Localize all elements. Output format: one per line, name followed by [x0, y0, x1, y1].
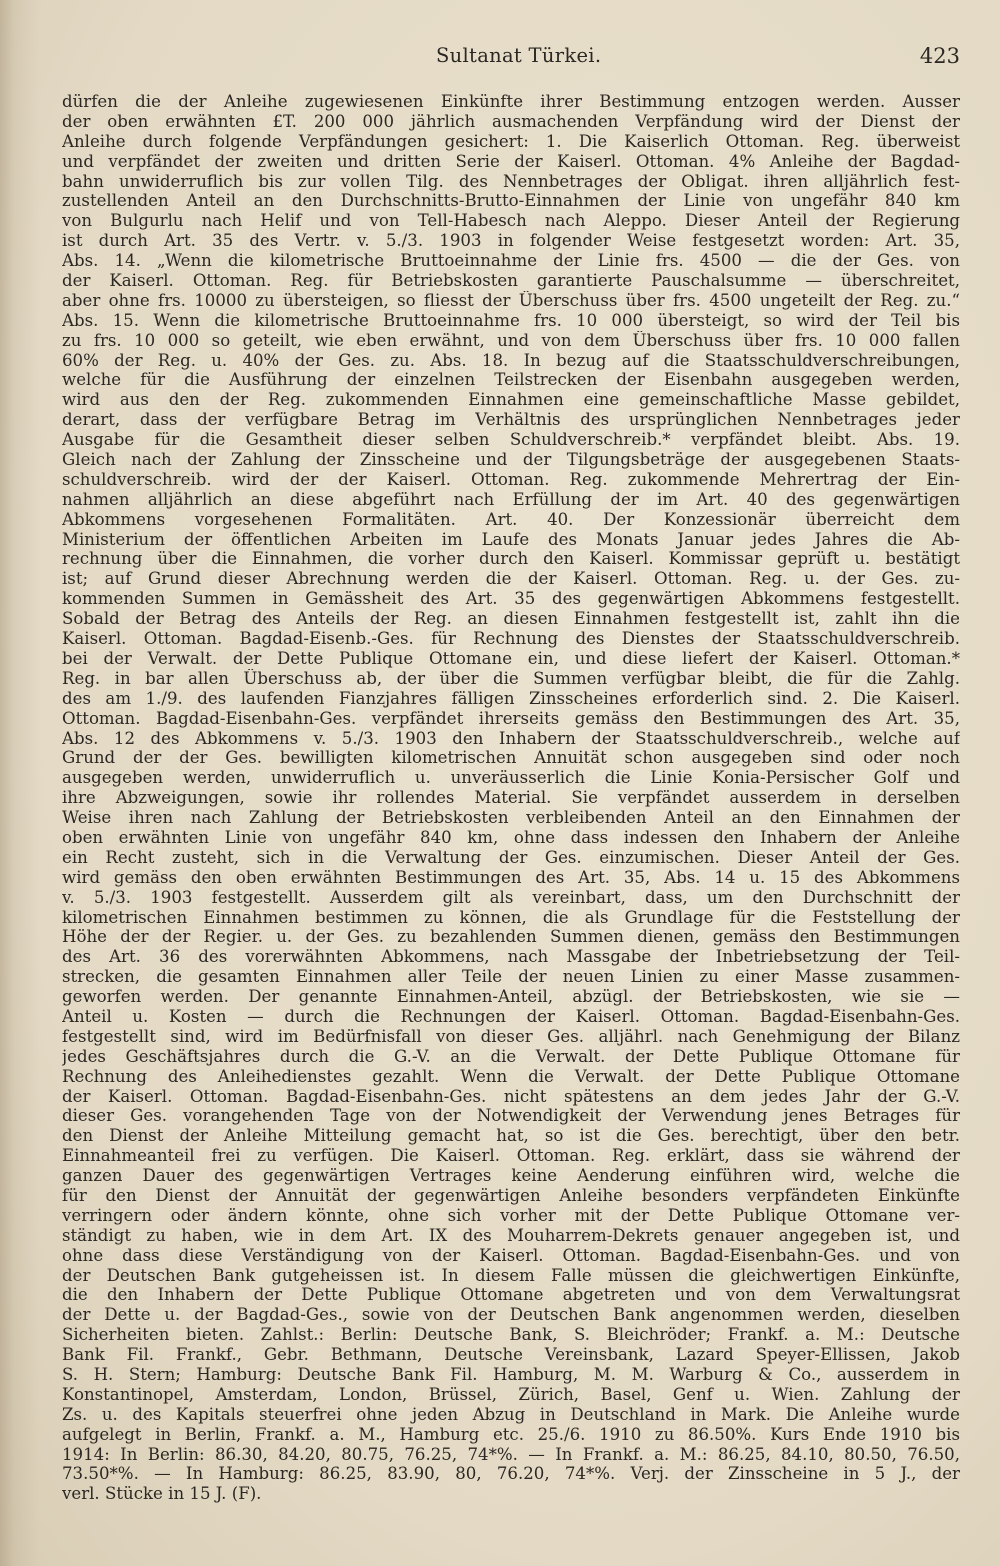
text-line: wird gemäss den oben erwähnten Bestimmungen des Art. 35, Abs. 14 u. 15 des Abkommens — [62, 867, 960, 887]
text-line: ein Recht zusteht, sich in die Verwaltung der Ges. einzumischen. Dieser Anteil der Ges. — [62, 847, 960, 867]
text-line: nahmen alljährlich an diese abgeführt nach Erfüllung der im Art. 40 des gegenwärtigen — [62, 489, 960, 509]
text-line: Rechnung des Anleihedienstes gezahlt. Wenn die Verwalt. der Dette Publique Ottomane — [62, 1066, 960, 1086]
text-line: kommenden Summen in Gemässheit des Art. 35 des gegenwärtigen Abkommens festgestellt. — [62, 589, 960, 609]
text-line: des am 1./9. des laufenden Fianzjahres fälligen Zinsscheines erforderlich sind. 2. Die Kaiserl. — [62, 688, 960, 708]
text-line: v. 5./3. 1903 festgestellt. Ausserdem gilt als vereinbart, dass, um den Durchschnitt der — [62, 887, 960, 907]
text-line: zustellenden Anteil an den Durchschnitts-Brutto-Einnahmen der Linie von ungefähr 840 km — [62, 191, 960, 211]
text-line: ohne dass diese Verständigung von der Kaiserl. Ottoman. Bagdad-Eisenbahn-Ges. und von — [62, 1245, 960, 1265]
text-line: Grund der der Ges. bewilligten kilometrischen Annuität schon ausgegeben sind oder noch — [62, 748, 960, 768]
text-line: rechnung über die Einnahmen, die vorher durch den Kaiserl. Kommissar geprüft u. bestätigt — [62, 549, 960, 569]
text-line: Reg. in bar allen Überschuss ab, der über die Summen verfügbar bleibt, die für die Zahlg. — [62, 668, 960, 688]
text-line: ihre Abzweigungen, sowie ihr rollendes Material. Sie verpfändet ausserdem in derselben — [62, 788, 960, 808]
text-line: Ottoman. Bagdad-Eisenbahn-Ges. verpfändet ihrerseits gemäss den Bestimmungen des Art. 35, — [62, 708, 960, 728]
text-line: Anteil u. Kosten — durch die Rechnungen der Kaiserl. Ottoman. Bagdad-Eisenbahn-Ges. — [62, 1006, 960, 1026]
text-line: festgestellt sind, wird im Bedürfnisfall von dieser Ges. alljährl. nach Genehmigung der Bilanz — [62, 1026, 960, 1046]
text-line: geworfen werden. Der genannte Einnahmen-Anteil, abzügl. der Betriebskosten, wie sie — — [62, 987, 960, 1007]
text-line: kilometrischen Einnahmen bestimmen zu können, die als Grundlage für die Feststellung der — [62, 907, 960, 927]
text-line: ist; auf Grund dieser Abrechnung werden die der Kaiserl. Ottoman. Reg. u. der Ges. zu- — [62, 569, 960, 589]
text-line: Gleich nach der Zahlung der Zinsscheine und der Tilgungsbeträge der ausgegebenen Staats- — [62, 450, 960, 470]
text-line: verl. Stücke in 15 J. (F). — [62, 1484, 262, 1504]
text-line: Bank Fil. Frankf., Gebr. Bethmann, Deutsche Vereinsbank, Lazard Speyer-Ellissen, Jakob — [62, 1345, 960, 1365]
text-line: Abkommens vorgesehenen Formalitäten. Art. 40. Der Konzessionär überreicht dem — [62, 509, 960, 529]
text-line: für den Dienst der Annuität der gegenwärtigen Anleihe besonders verpfändeten Einkünfte — [62, 1185, 960, 1205]
text-line: ist durch Art. 35 des Vertr. v. 5./3. 1903 in folgender Weise festgesetzt worden: Art. 35, — [62, 231, 960, 251]
running-title: Sultanat Türkei. — [436, 44, 602, 67]
text-line: der oben erwähnten £T. 200 000 jährlich ausmachenden Verpfändung wird der Dienst der — [62, 111, 960, 131]
text-line: der Dette u. der Bagdad-Ges., sowie von der Deutschen Bank angenommen werden, dieselben — [62, 1305, 960, 1325]
text-line: den Dienst der Anleihe Mitteilung gemacht hat, so ist die Ges. berechtigt, über den betr. — [62, 1126, 960, 1146]
page-header — [62, 44, 960, 74]
text-line: und verpfändet der zweiten und dritten Serie der Kaiserl. Ottoman. 4% Anleihe der Bagdad- — [62, 151, 960, 171]
text-line: Weise ihren nach Zahlung der Betriebskosten verbleibenden Anteil an den Einnahmen der — [62, 808, 960, 828]
text-line: welche für die Ausführung der einzelnen Teilstrecken der Eisenbahn ausgegeben werden, — [62, 370, 960, 390]
text-line: Abs. 14. „Wenn die kilometrische Bruttoeinnahme der Linie frs. 4500 — die der Ges. von — [62, 251, 960, 271]
page-number: 423 — [919, 44, 960, 68]
text-line: dürfen die der Anleihe zugewiesenen Einkünfte ihrer Bestimmung entzogen werden. Ausser — [62, 92, 960, 111]
text-line: aber ohne frs. 10000 zu übersteigen, so fliesst der Überschuss über frs. 4500 ungeteilt der Reg. zu.“ — [62, 290, 960, 310]
text-line: die den Inhabern der Dette Publique Ottomane abgetreten und von dem Verwaltungsrat — [62, 1285, 960, 1305]
text-line: ausgegeben werden, unwiderruflich u. unveräusserlich die Linie Konia-Persischer Golf und — [62, 768, 960, 788]
text-line: ganzen Dauer des gegenwärtigen Vertrages keine Aenderung einführen wird, welche die — [62, 1166, 960, 1186]
text-line: Abs. 15. Wenn die kilometrische Bruttoeinnahme frs. 10 000 übersteigt, so wird der Teil bis — [62, 310, 960, 330]
text-line: Abs. 12 des Abkommens v. 5./3. 1903 den Inhabern der Staatsschuldverschreib., welche auf — [62, 728, 960, 748]
body-text — [62, 92, 960, 1504]
text-line: der Kaiserl. Ottoman. Reg. für Betriebskosten garantierte Pauschalsumme — überschreitet, — [62, 271, 960, 291]
text-line: schuldverschreib. wird der der Kaiserl. Ottoman. Reg. zukommende Mehrertrag der Ein- — [62, 469, 960, 489]
text-line: bahn unwiderruflich bis zur vollen Tilg. des Nennbetrages der Obligat. ihren alljährlich fest- — [62, 171, 960, 191]
text-line: Zs. u. des Kapitals steuerfrei ohne jeden Abzug in Deutschland in Mark. Die Anleihe wurde — [62, 1404, 960, 1424]
text-line: aufgelegt in Berlin, Frankf. a. M., Hamburg etc. 25./6. 1910 zu 86.50%. Kurs Ende 1910 bis — [62, 1424, 960, 1444]
text-line: der Deutschen Bank gutgeheissen ist. In diesem Falle müssen die gleichwertigen Einkünfte, — [62, 1265, 960, 1285]
text-line: dieser Ges. vorangehenden Tage von der Notwendigkeit der Verwendung jenes Betrages für — [62, 1106, 960, 1126]
text-line: 73.50*%. — In Hamburg: 86.25, 83.90, 80, 76.20, 74*%. Verj. der Zinsscheine in 5 J., der — [62, 1464, 960, 1484]
text-line: jedes Geschäftsjahres durch die G.-V. an die Verwalt. der Dette Publique Ottomane für — [62, 1046, 960, 1066]
text-line: des Art. 36 des vorerwähnten Abkommens, nach Massgabe der Inbetriebsetzung der Teil- — [62, 947, 960, 967]
text-line: derart, dass der verfügbare Betrag im Verhältnis des ursprünglichen Nennbetrages jeder — [62, 410, 960, 430]
text-line: verringern oder ändern könnte, ohne sich vorher mit der Dette Publique Ottomane ver- — [62, 1205, 960, 1225]
text-line: bei der Verwalt. der Dette Publique Ottomane ein, und diese liefert der Kaiserl. Ottoman.* — [62, 648, 960, 668]
text-line: Kaiserl. Ottoman. Bagdad-Eisenb.-Ges. für Rechnung des Dienstes der Staatsschuldverschreib. — [62, 629, 960, 649]
text-line: Höhe der der Regier. u. der Ges. zu bezahlenden Summen dienen, gemäss den Bestimmungen — [62, 927, 960, 947]
text-line: der Kaiserl. Ottoman. Bagdad-Eisenbahn-Ges. nicht spätestens an dem jedes Jahr der G.-V. — [62, 1086, 960, 1106]
text-line: 60% der Reg. u. 40% der Ges. zu. Abs. 18. In bezug auf die Staatsschuldverschreibungen, — [62, 350, 960, 370]
text-line: zu frs. 10 000 so geteilt, wie eben erwähnt, und von dem Überschuss über frs. 10 000 fallen — [62, 330, 960, 350]
text-line: 1914: In Berlin: 86.30, 84.20, 80.75, 76.25, 74*%. — In Frankf. a. M.: 86.25, 84.10, 80.50, 76.50, — [62, 1444, 960, 1464]
text-line: Ausgabe für die Gesamtheit dieser selben Schuldverschreib.* verpfändet bleibt. Abs. 19. — [62, 430, 960, 450]
text-line: Sobald der Betrag des Anteils der Reg. an diesen Einnahmen festgestellt ist, zahlt ihn die — [62, 609, 960, 629]
text-line: Ministerium der öffentlichen Arbeiten im Laufe des Monats Januar jedes Jahres die Ab- — [62, 529, 960, 549]
text-line: Sicherheiten bieten. Zahlst.: Berlin: Deutsche Bank, S. Bleichröder; Frankf. a. M.: Deutsche — [62, 1325, 960, 1345]
text-line: Anleihe durch folgende Verpfändungen gesichert: 1. Die Kaiserlich Ottoman. Reg. überweist — [62, 131, 960, 151]
text-line: S. H. Stern; Hamburg: Deutsche Bank Fil. Hamburg, M. M. Warburg & Co., ausserdem in — [62, 1365, 960, 1384]
text-line: ständigt zu haben, wie in dem Art. IX des Mouharrem-Dekrets genauer angegeben ist, und — [62, 1225, 960, 1245]
text-line: strecken, die gesamten Einnahmen aller Teile der neuen Linien zu einer Masse zusammen- — [62, 967, 960, 987]
text-line: Konstantinopel, Amsterdam, London, Brüssel, Zürich, Basel, Genf u. Wien. Zahlung der — [62, 1384, 960, 1404]
text-line: Einnahmeanteil frei zu verfügen. Die Kaiserl. Ottoman. Reg. erklärt, dass sie während der — [62, 1146, 960, 1166]
text-line: von Bulgurlu nach Helif und von Tell-Habesch nach Aleppo. Dieser Anteil der Regierung — [62, 211, 960, 231]
text-line: oben erwähnten Linie von ungefähr 840 km, ohne dass indessen den Inhabern der Anleihe — [62, 827, 960, 847]
text-line: wird aus den der Reg. zukommenden Einnahmen eine gemeinschaftliche Masse gebildet, — [62, 390, 960, 410]
